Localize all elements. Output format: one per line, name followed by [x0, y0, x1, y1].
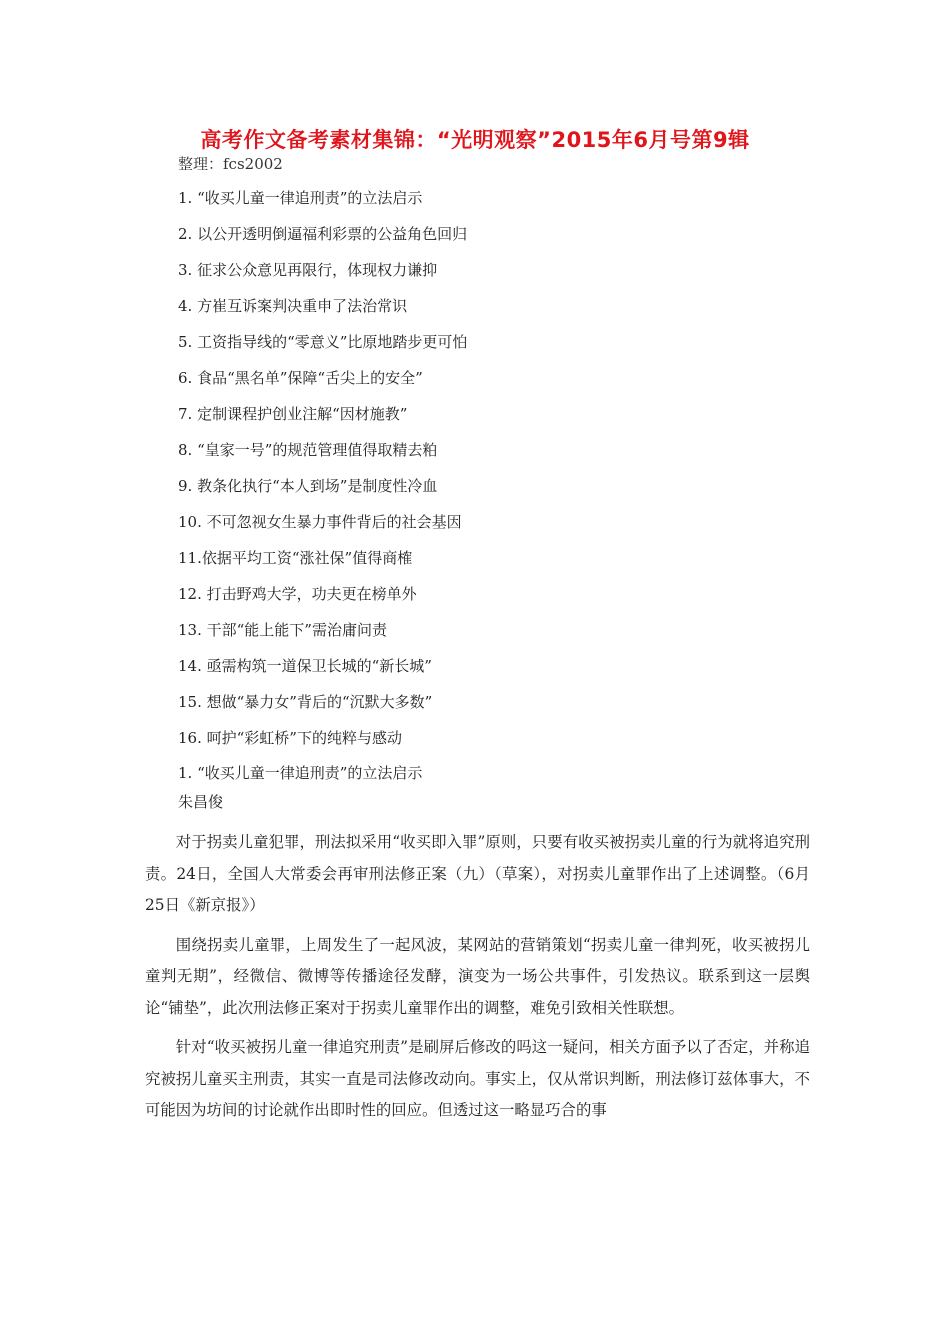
article-paragraph: 针对“收买被拐儿童一律追究刑责”是刷屏后修改的吗这一疑问，相关方面予以了否定，并称追究被拐儿童买主刑责，其实一直是司法修改动向。事实上，仅从常识判断，刑法修订兹体事大，不可能因为坊间的讨论就作出即时性的回应。但透过这一略显巧合的事 [145, 1038, 810, 1119]
toc-item: 5. 工资指导线的“零意义”比原地踏步更可怕 [178, 333, 468, 351]
article-section [145, 762, 810, 1135]
compiler-credit: 整理：fcs2002 [178, 155, 283, 173]
article-heading: 1. “收买儿童一律追刑责”的立法启示 [178, 764, 423, 782]
table-of-contents [178, 186, 467, 762]
document-title: 高考作文备考素材集锦：“光明观察”2015年6月号第9辑 [200, 128, 750, 152]
toc-item: 16. 呵护“彩虹桥”下的纯粹与感动 [178, 729, 402, 747]
article-paragraph: 对于拐卖儿童犯罪，刑法拟采用“收买即入罪”原则，只要有收买被拐卖儿童的行为就将追究刑责。24日，全国人大常委会再审刑法修正案（九）（草案），对拐卖儿童罪作出了上述调整。（6月25日《新京报》） [145, 833, 810, 914]
toc-item: 1. “收买儿童一律追刑责”的立法启示 [178, 189, 423, 207]
toc-item: 8. “皇家一号”的规范管理值得取精去粕 [178, 441, 438, 459]
toc-item: 14. 亟需构筑一道保卫长城的“新长城” [178, 657, 432, 675]
toc-item: 10. 不可忽视女生暴力事件背后的社会基因 [178, 513, 462, 531]
toc-item: 2. 以公开透明倒逼福利彩票的公益角色回归 [178, 225, 468, 243]
toc-item: 9. 教条化执行“本人到场”是制度性冷血 [178, 477, 438, 495]
toc-item: 11.依据平均工资“涨社保”值得商榷 [178, 549, 413, 567]
toc-item: 12. 打击野鸡大学，功夫更在榜单外 [178, 585, 417, 603]
toc-item: 6. 食品“黑名单”保障“舌尖上的安全” [178, 369, 423, 387]
toc-item: 4. 方崔互诉案判决重申了法治常识 [178, 297, 408, 315]
toc-item: 3. 征求公众意见再限行，体现权力谦抑 [178, 261, 438, 279]
toc-item: 13. 干部“能上能下”需治庸问责 [178, 621, 387, 639]
article-paragraph: 围绕拐卖儿童罪，上周发生了一起风波，某网站的营销策划“拐卖儿童一律判死，收买被拐儿童判无期”，经微信、微博等传播途径发酵，演变为一场公共事件，引发热议。联系到这一层舆论“铺垫”，此次刑法修正案对于拐卖儿童罪作出的调整，难免引致相关性联想。 [145, 935, 810, 1017]
toc-item: 7. 定制课程护创业注解“因材施教” [178, 405, 408, 423]
toc-item: 15. 想做“暴力女”背后的“沉默大多数” [178, 693, 433, 711]
article-author: 朱昌俊 [178, 793, 224, 811]
